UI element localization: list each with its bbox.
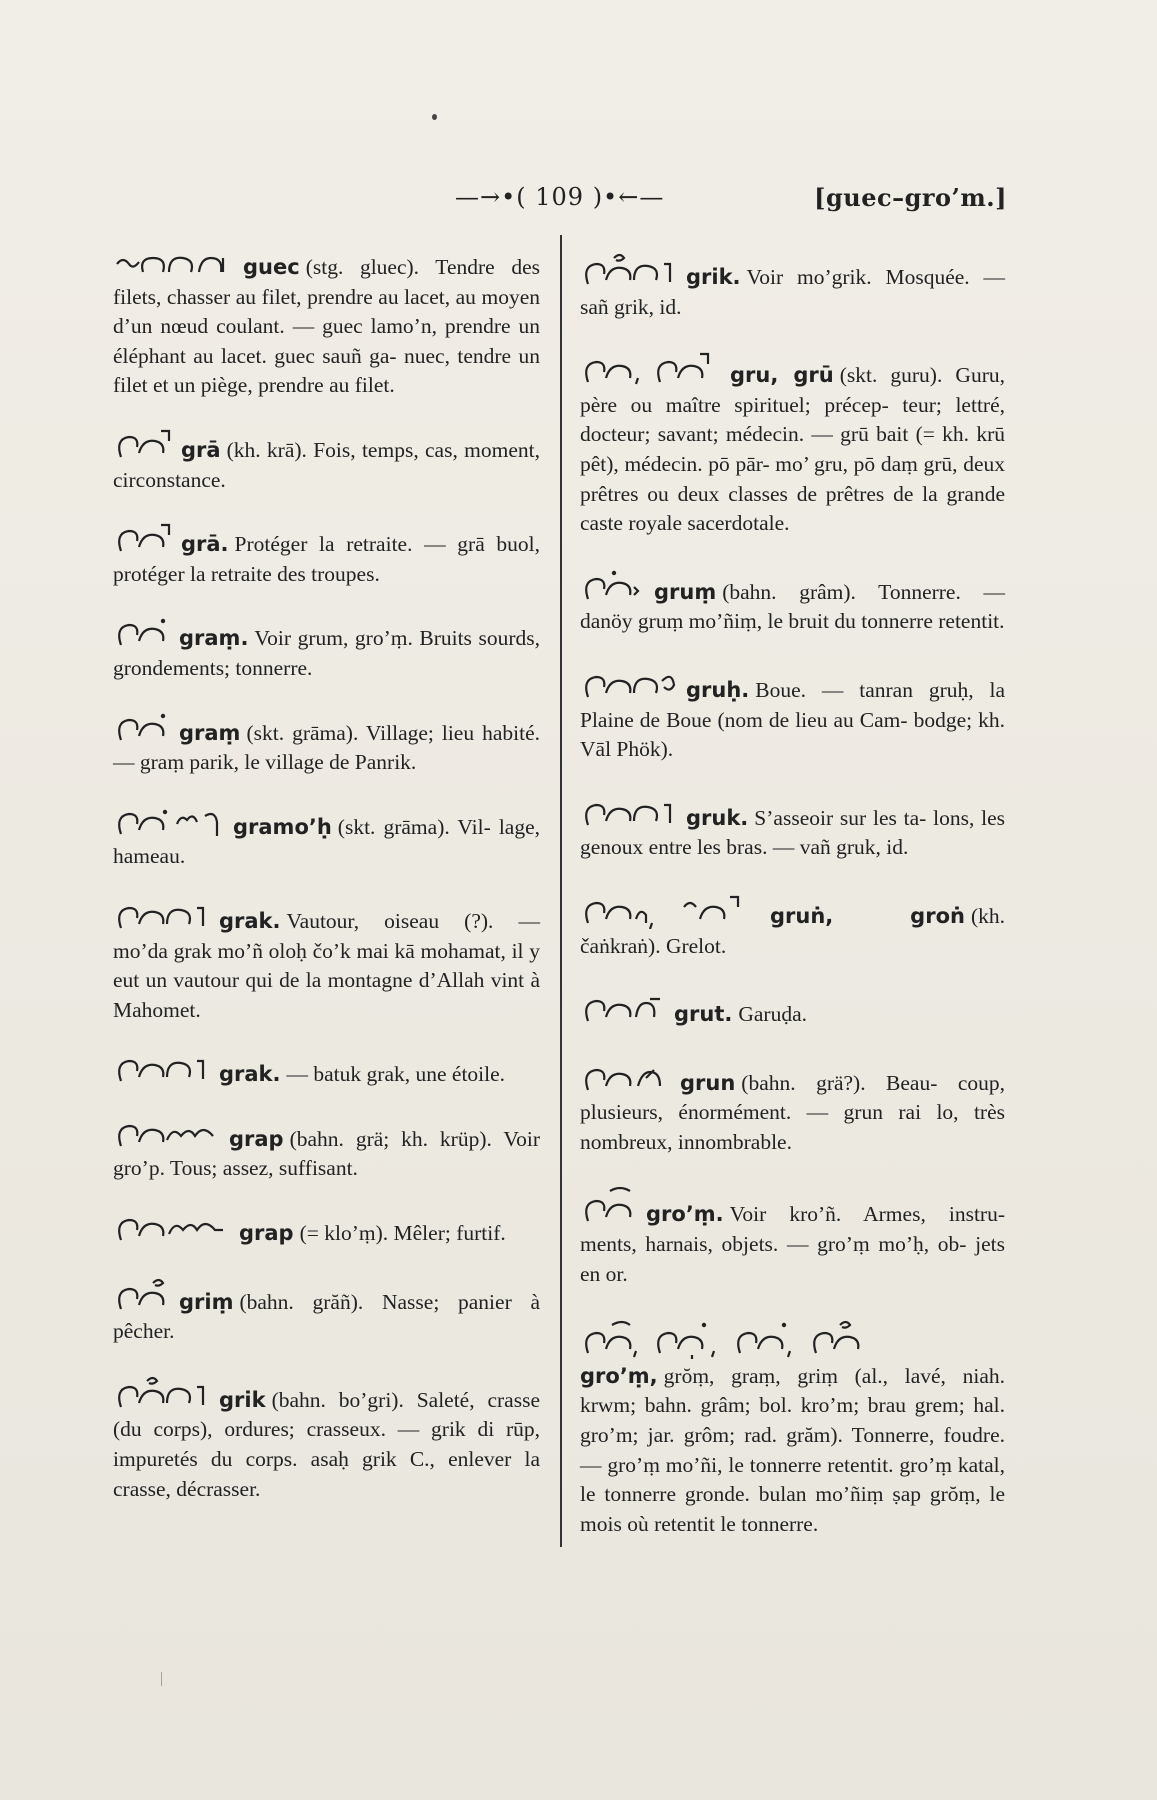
headword: grak. — [219, 1062, 281, 1087]
definition: (skt. guru). Guru, père ou maître spirituel; précep- teur; lettré, docteur; savant; médecin. — grū bait (= kh. krū pêt), médecin. pō pār- mo’ gru, pō daṃ grū, deux prêtres ou deux classes de prêtres de la grande caste royale sacerdotale. — [580, 363, 1005, 536]
cham-script-glyph — [580, 1056, 670, 1096]
definition: Garuḍa. — [738, 1002, 808, 1027]
headword: graṃ. — [179, 626, 249, 651]
headword: guec — [243, 255, 300, 279]
definition: Voir grum, gro’ṃ. Bruits sourds, grondements; tonnerre. — [113, 626, 540, 680]
running-head: [guec–gro’m.] — [814, 183, 1007, 212]
cham-script-glyph — [580, 791, 676, 831]
cham-script-glyph — [580, 1183, 636, 1227]
cham-script-glyph — [113, 1275, 169, 1315]
definition: (kh. krā). Fois, temps, cas, moment, circonstance. — [113, 437, 540, 492]
cham-script-glyph — [580, 663, 676, 703]
cham-script-glyph — [580, 250, 676, 290]
headword: gruḥ. — [686, 677, 750, 702]
dictionary-entry — [113, 804, 540, 872]
dictionary-entry — [113, 250, 540, 401]
dictionary-entry — [580, 565, 1005, 637]
cham-script-glyph — [113, 1116, 219, 1152]
headword: griṃ — [179, 1289, 234, 1314]
headword: grun — [680, 1070, 736, 1095]
cham-script-glyph — [113, 1210, 229, 1246]
headword: gruk. — [686, 805, 749, 830]
cham-script-glyph — [113, 427, 171, 463]
cham-script-glyph — [113, 1051, 209, 1087]
definition: (bahn. grä; kh. krüp). Voir gro’p. Tous; assez, suffisant. — [113, 1126, 540, 1181]
cham-script-glyph — [580, 565, 644, 605]
definition: (skt. grāma). Village; lieu habité. — graṃ parik, le village de Panrik. — [113, 720, 540, 775]
headword: gro’ṃ, — [580, 1363, 658, 1388]
right-column — [580, 250, 1005, 1565]
cham-script-glyph — [113, 250, 233, 280]
dictionary-entry — [580, 987, 1005, 1030]
definition: (bahn. grâm). Tonnerre. — danöy gruṃ mo’ñiṃ, le bruit du tonnerre retentit. — [580, 579, 1005, 634]
headword: grap — [239, 1221, 294, 1246]
headword: gruṅ, groṅ — [770, 903, 965, 928]
dictionary-entry — [113, 1373, 540, 1504]
cham-script-glyph — [113, 804, 223, 840]
cham-script-glyph — [113, 615, 169, 651]
definition: S’asseoir sur les ta- lons, les genoux entre les bras. — vañ gruk, id. — [580, 805, 1005, 860]
dictionary-entry — [113, 1210, 540, 1249]
page-header — [0, 183, 1157, 223]
headword: grap — [229, 1126, 284, 1151]
dictionary-entry — [113, 710, 540, 778]
dictionary-entry — [580, 663, 1005, 765]
definition: Voir mo’grik. Mosquée. — sañ grik, id. — [580, 265, 1005, 319]
cham-script-glyph — [113, 521, 171, 557]
dictionary-entry — [580, 348, 1005, 539]
headword: grik. — [686, 265, 741, 289]
dictionary-entry — [113, 1116, 540, 1184]
cham-script-glyph — [113, 710, 169, 746]
dictionary-entry — [113, 898, 540, 1025]
dictionary-entry — [113, 427, 540, 495]
dictionary-entry — [580, 1183, 1005, 1289]
cham-script-glyph — [113, 1373, 209, 1413]
left-column — [113, 250, 540, 1530]
definition: — batuk grak, une étoile. — [286, 1062, 506, 1087]
cham-script-glyph — [580, 1315, 880, 1359]
definition: Vautour, oiseau (?). — mo’da grak mo’ñ oloḥ čo’k mai kā mohamat, il y eut un vautour qui de la montagne d’Allah vint à Mahomet. — [113, 908, 540, 1022]
headword: grik — [219, 1387, 266, 1412]
headword: gruṃ — [654, 579, 717, 604]
definition: (stg. gluec). Tendre des filets, chasser au filet, prendre au lacet, au moyen d’un nœud coulant. — guec lamo’n, prendre un éléphant au lacet. guec sauñ ga- nuec, tendre un filet et un piège, prendre au filet. — [113, 255, 540, 398]
dictionary-entry — [580, 1056, 1005, 1158]
dictionary-entry — [580, 889, 1005, 961]
definition: grŏṃ, graṃ, griṃ (al., lavé, niah. krwm; bahn. grâm; bol. kro’m; brau grem; hal. gro’m; jar. grôm; rad. grăm). Tonnerre, foudre. — gro’ṃ mo’ñi, le tonnerre retentit. gro’ṃ katal, le tonnerre gronde. bulan mo’ñiṃ ṣap grŏṃ, le mois où retentit le tonnerre. — [580, 1363, 1005, 1536]
definition: Protéger la retraite. — grā buol, protéger la retraite des troupes. — [113, 532, 540, 586]
definition: (kh. čaṅkraṅ). Grelot. — [580, 903, 1005, 958]
headword: gramo’ḥ — [233, 814, 332, 839]
cham-script-glyph — [580, 889, 760, 929]
definition: (bahn. grăñ). Nasse; panier à pêcher. — [113, 1289, 540, 1344]
definition: (bahn. grä?). Beau- coup, plusieurs, énormément. — grun rai lo, très nombreux, innombrable. — [580, 1070, 1005, 1154]
dictionary-entry — [580, 791, 1005, 863]
headword: grak. — [219, 908, 281, 933]
headword: gro’ṃ. — [646, 1202, 724, 1227]
dictionary-entry — [113, 1275, 540, 1347]
definition: (skt. grāma). Vil- lage, hameau. — [113, 814, 540, 869]
headword: graṃ — [179, 720, 241, 745]
headword: gru, grū — [730, 363, 834, 388]
ink-dot — [432, 114, 437, 120]
page-number: —→•( 109 )•←— — [455, 183, 665, 211]
cham-script-glyph — [580, 348, 720, 388]
definition: (= klo’ṃ). Mêler; furtif. — [299, 1221, 506, 1246]
dictionary-entry — [113, 1051, 540, 1090]
definition: Voir kro’ñ. Armes, instru- ments, harnais, objets. — gro’ṃ mo’ḥ, ob- jets en or. — [580, 1202, 1005, 1286]
cham-script-glyph — [113, 898, 209, 934]
paper-mark — [161, 1672, 167, 1686]
dictionary-entry — [580, 250, 1005, 322]
definition: (bahn. bo’gri). Saleté, crasse (du corps), ordures; crasseux. — grik di rūp, impuretés du corps. asaḥ grik C., enlever la crasse, décrasser. — [113, 1387, 540, 1501]
dictionary-entry — [113, 615, 540, 683]
cham-script-glyph — [580, 987, 664, 1027]
headword: grā — [181, 437, 221, 462]
dictionary-entry — [113, 521, 540, 589]
definition: Boue. — tanran gruḥ, la Plaine de Boue (nom de lieu au Cam- bodge; kh. Vāl Phök). — [580, 677, 1005, 762]
headword: grā. — [181, 532, 229, 557]
headword: grut. — [674, 1002, 733, 1027]
column-divider — [560, 235, 562, 1547]
dictionary-entry — [580, 1315, 1005, 1539]
